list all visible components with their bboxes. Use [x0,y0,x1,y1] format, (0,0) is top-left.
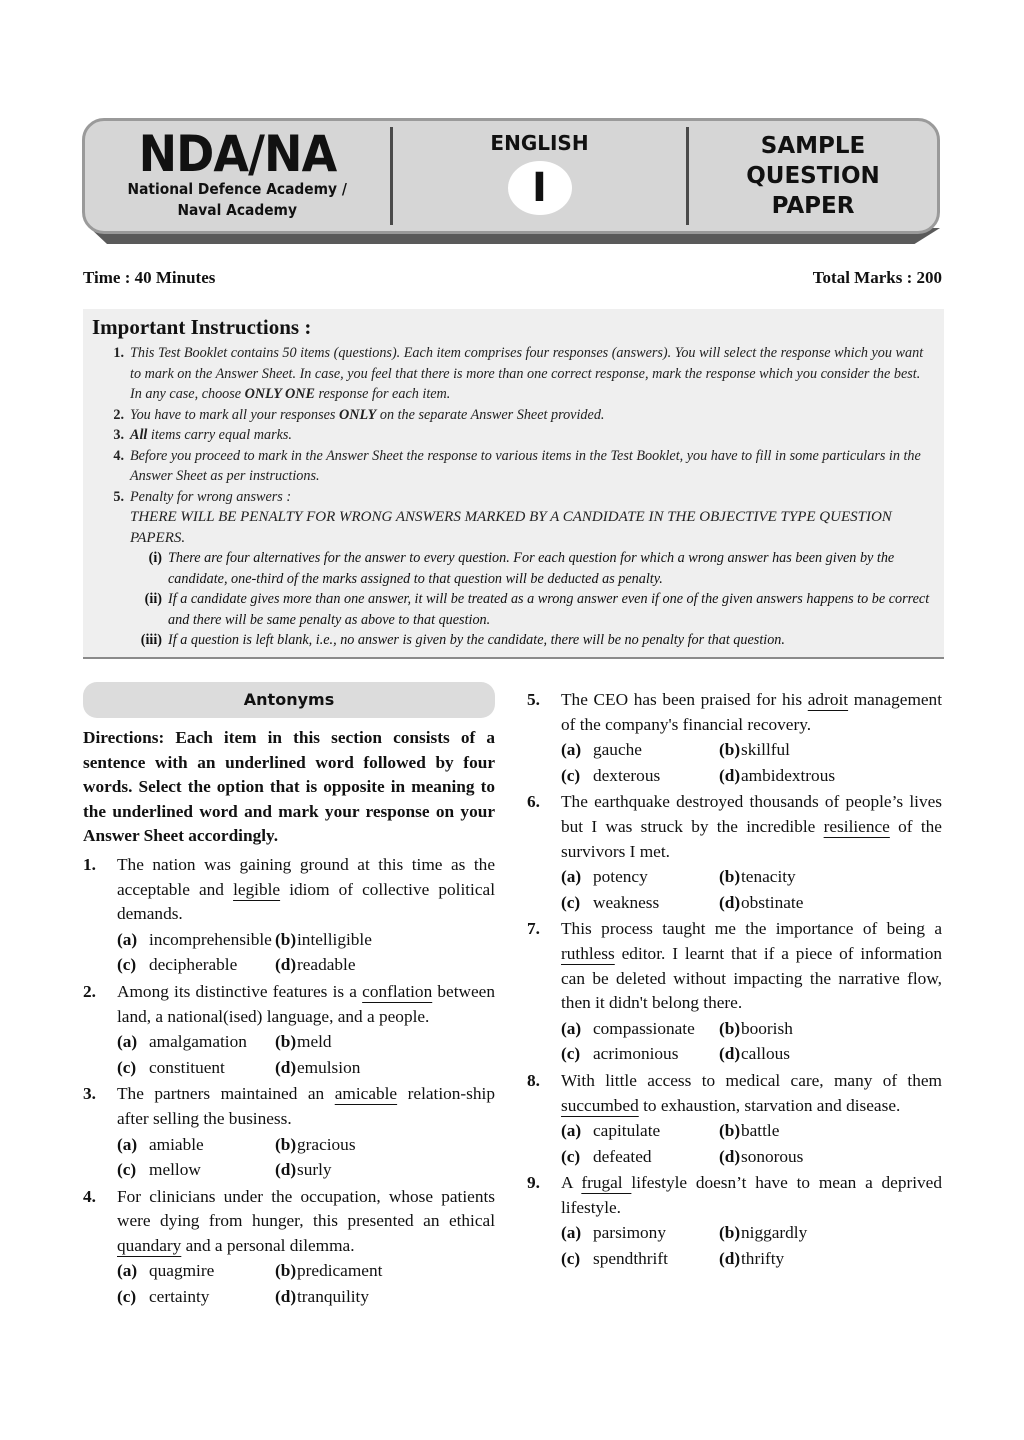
option-label: (d) [719,1044,741,1064]
option-label: (a) [117,1032,138,1052]
answer-option-d[interactable] [275,1056,495,1081]
penalty-rule-text: If a candidate gives more than one answer, it will be treated as a wrong answer even if one of the given answers happens to be correct and there will be same penalty as above to that question. [168,591,930,628]
answer-option-b[interactable] [719,738,942,763]
instructions-list [92,343,934,651]
instruction-text [130,405,934,426]
option-text: boorish [741,1018,793,1038]
instructions-box [83,309,944,659]
question-text: between land, a national(ised) language, and a people. [117,981,495,1026]
option-text: dexterous [593,765,661,785]
option-label: (a) [561,1018,582,1038]
option-label: (a) [117,929,138,949]
answer-option-c[interactable] [117,953,275,978]
question-text: idiom of collective political demands. [117,879,495,924]
option-label: (c) [561,892,581,912]
section-header [83,682,495,718]
question-body [561,917,942,1069]
question-number: 4. [83,1186,96,1206]
underlined-word: amicable [334,1084,398,1104]
option-text: tenacity [741,867,796,887]
option-label: (a) [561,740,582,760]
option-label: (a) [561,1121,582,1141]
option-text: thrifty [741,1249,785,1269]
question-text: editor. I learnt that if a piece of information can be deleted without impacting the narrative flow, then it didn't belong there. [561,943,942,1013]
answer-options [117,928,495,978]
option-text: gauche [593,740,642,760]
right-column [527,688,942,1274]
answer-option-a[interactable] [561,865,719,890]
instruction-item [92,487,934,549]
answer-option-b[interactable] [719,1017,942,1042]
option-label: (b) [275,1032,297,1052]
answer-option-d[interactable] [719,1145,942,1170]
answer-option-a[interactable] [117,928,275,953]
question-body [117,1082,495,1184]
answer-option-c[interactable] [561,891,719,916]
question-number: 7. [527,919,540,939]
paper-number-badge [508,161,572,215]
penalty-rule-text: There are four alternatives for the answer to every question. For each question for which a wrong answer has been given by the candidate, one-third of the marks assigned to that question will be deducted as penalty. [168,550,895,587]
question-stem [117,1082,495,1131]
question-text: and a personal dilemma. [181,1235,355,1255]
answer-option-d[interactable] [275,1158,495,1183]
question-number: 9. [527,1173,540,1193]
answer-option-a[interactable] [117,1259,275,1284]
answer-option-c[interactable] [561,1247,719,1272]
answer-option-c[interactable] [117,1285,275,1310]
option-text: emulsion [297,1057,361,1077]
question-text: The partners maintained an [117,1084,335,1104]
answer-option-d[interactable] [719,891,942,916]
question-number: 5. [527,690,540,709]
underlined-word: resilience [823,816,890,836]
answer-option-b[interactable] [275,1259,495,1284]
option-text: acrimonious [593,1044,679,1064]
option-text: amiable [149,1134,204,1154]
answer-option-a[interactable] [561,1119,719,1144]
answer-option-a[interactable] [561,1221,719,1246]
section-directions: Directions: Each item in this section consists of a sentence with an underlined word followed by four words. Select the option that is opposite in meaning to the underlined word and mark your response on your Answer Sheet accordingly. [83,728,495,846]
option-label: (a) [561,867,582,887]
option-text: constituent [149,1057,225,1077]
answer-option-c[interactable] [117,1158,275,1183]
question-item [527,1171,942,1273]
option-text: surly [297,1160,332,1180]
option-text: intelligible [297,929,372,949]
instruction-text-pre: You have to mark all your responses [130,406,339,423]
option-label: (b) [719,1223,741,1243]
option-text: quagmire [149,1261,215,1281]
option-text: capitulate [593,1121,661,1141]
question-body [117,980,495,1082]
option-text: amalgamation [149,1032,247,1052]
exam-subtitle [128,179,347,221]
penalty-rule-number: (iii) [140,632,162,648]
option-label: (c) [561,1044,581,1064]
underlined-word: quandary [117,1235,182,1255]
option-label: (c) [561,1146,581,1166]
total-marks: Total Marks : 200 [812,268,942,287]
question-number: 8. [527,1070,540,1090]
answer-option-b[interactable] [719,865,942,890]
option-text: callous [741,1044,790,1064]
left-column [83,682,495,1312]
paper-type-line2: QUESTION [746,163,880,189]
option-label: (c) [117,1287,137,1307]
answer-options [561,1119,942,1169]
questions-right [527,688,942,1274]
option-label: (d) [719,892,741,912]
time-allowed: Time : 40 Minutes [83,268,216,287]
instruction-item [92,425,934,446]
option-text: sonorous [741,1146,804,1166]
answer-option-c[interactable] [561,764,719,789]
question-text: For clinicians under the occupation, whose patients were dying from hunger, this presented an ethical [117,1186,495,1231]
answer-options [117,1133,495,1183]
instruction-text-post: response for each item. [314,386,451,402]
question-number: 2. [83,981,96,1001]
answer-options [117,1030,495,1080]
option-text: decipherable [149,955,238,975]
option-text: incomprehensible [149,929,272,949]
option-label: (a) [117,1261,138,1281]
question-item [527,790,942,917]
answer-option-d[interactable] [719,1247,942,1272]
question-stem [561,917,942,1015]
option-label: (c) [561,765,581,785]
option-label: (c) [561,1249,581,1269]
answer-option-d[interactable] [719,764,942,789]
option-label: (d) [275,955,297,975]
question-stem [561,1171,942,1220]
option-text: meld [297,1032,332,1052]
option-label: (d) [275,1057,297,1077]
instruction-number: 2. [113,406,124,423]
exam-title-block [85,121,390,231]
penalty-rule [92,589,934,630]
option-text: certainty [149,1287,210,1307]
instruction-text [130,487,934,549]
question-text: The CEO has been praised for his [561,690,808,709]
section-title: Antonyms [243,689,335,709]
question-item [527,1069,942,1171]
option-text: potency [593,867,648,887]
question-body [117,853,495,980]
answer-option-d[interactable] [719,1042,942,1067]
instruction-text-post: on the separate Answer Sheet provided. [376,406,605,423]
instruction-text-post: items carry equal marks. [147,427,292,443]
option-text: niggardly [741,1223,808,1243]
exam-title: NDA/NA [138,125,337,183]
question-body [561,688,942,790]
option-label: (a) [117,1134,138,1154]
option-label: (b) [719,1018,741,1038]
question-number: 3. [83,1084,96,1104]
question-item [527,688,942,790]
question-body [561,790,942,917]
question-text: of the survivors I met. [561,816,942,861]
instruction-emphasis: ONLY ONE [244,386,315,402]
answer-option-c[interactable] [561,1042,719,1067]
option-label: (d) [275,1287,297,1307]
question-number: 1. [83,854,96,874]
option-label: (b) [719,740,741,760]
option-label: (a) [561,1223,582,1243]
questions-left [83,853,495,1312]
option-label: (b) [275,1261,297,1281]
option-text: weakness [593,892,660,912]
question-text: The earthquake destroyed thousands of people’s lives but I was struck by the incredible [561,792,942,836]
instruction-text-pre: This Test Booklet contains 50 items (questions). Each item comprises four responses (answers). You will select the response which you want to mark on the Answer Sheet. In case, you feel that there is more than one correct response, mark the response which you consider the best. In any case, choose [130,345,924,402]
banner-panel [82,118,940,234]
instruction-number: 5. [113,488,124,505]
subject-block [390,127,689,225]
instructions-title: Important Instructions : [92,315,312,339]
underlined-word: adroit [807,690,849,709]
answer-option-b[interactable] [275,1133,495,1158]
subject-label: ENGLISH [490,131,589,155]
option-label: (c) [117,1057,137,1077]
instruction-number: 4. [113,447,124,464]
question-text: relation-ship after selling the business. [117,1084,495,1128]
option-text: predicament [297,1261,383,1281]
underlined-word: ruthless [561,943,615,963]
paper-type-block [689,121,937,231]
option-text: gracious [297,1134,356,1154]
option-label: (d) [719,1146,741,1166]
option-text: readable [297,955,356,975]
answer-options [561,1017,942,1067]
question-text: With little access to medical care, many of them [561,1070,942,1090]
question-text: lifestyle doesn’t have to mean a deprived lifestyle. [561,1173,942,1217]
exam-subtitle-line1: National Defence Academy / [127,180,348,198]
question-stem [561,688,942,737]
question-stem [117,853,495,927]
instruction-number: 3. [113,427,124,443]
instruction-item [92,343,934,405]
question-text: The nation was gaining ground at this time as the acceptable and [117,854,495,899]
answer-option-a[interactable] [117,1030,275,1055]
instruction-item [92,446,934,487]
option-text: parsimony [593,1223,666,1243]
option-label: (c) [117,955,137,975]
option-text: mellow [149,1160,201,1180]
instruction-text [130,343,934,405]
question-text: A [561,1173,582,1193]
option-label: (b) [275,929,297,949]
answer-option-c[interactable] [117,1056,275,1081]
option-text: compassionate [593,1018,695,1038]
question-item [83,1082,495,1184]
answer-option-a[interactable] [561,738,719,763]
option-text: battle [741,1121,780,1141]
instruction-text [130,425,934,446]
underlined-word: legible [233,879,281,899]
question-item [83,853,495,980]
underlined-word: frugal [581,1173,632,1193]
answer-option-a[interactable] [117,1133,275,1158]
answer-option-d[interactable] [275,1285,495,1310]
question-item [83,980,495,1082]
question-number: 6. [527,792,540,812]
question-item [527,917,942,1069]
option-text: tranquility [297,1287,369,1307]
header-banner [82,118,942,248]
option-text: ambidextrous [741,765,836,785]
answer-options [561,865,942,915]
instruction-number: 1. [113,345,124,361]
question-text: This process taught me the importance of being a [561,919,942,939]
question-text: management of the company's financial recovery. [561,690,943,734]
question-stem [117,1185,495,1259]
answer-option-b[interactable] [275,1030,495,1055]
option-text: spendthrift [593,1249,668,1269]
question-item [83,1185,495,1312]
question-stem [117,980,495,1029]
answer-options [561,1221,942,1271]
paper-type-line1: SAMPLE [760,133,866,159]
instruction-emphasis: All [130,427,148,443]
answer-option-d[interactable] [275,953,495,978]
question-body [561,1171,942,1273]
option-label: (d) [719,765,741,785]
answer-option-b[interactable] [275,928,495,953]
instruction-text-pre: Before you proceed to mark in the Answer Sheet the response to various items in the Test Booklet, you have to fill in some particulars in the Answer Sheet as per instructions. [130,447,921,484]
option-label: (b) [719,867,741,887]
instruction-item [92,405,934,426]
option-label: (c) [117,1160,137,1180]
underlined-word: succumbed [561,1095,639,1115]
answer-options [117,1259,495,1309]
instruction-emphasis: ONLY [339,406,377,423]
answer-option-c[interactable] [561,1145,719,1170]
question-body [561,1069,942,1171]
exam-subtitle-line2: Naval Academy [177,201,298,219]
penalty-rule [92,630,934,651]
option-label: (d) [719,1249,741,1269]
question-stem [561,1069,942,1118]
answer-options [561,738,942,788]
instruction-text [130,446,934,487]
option-text: skillful [741,740,790,760]
option-label: (b) [719,1121,741,1141]
question-text: to exhaustion, starvation and disease. [638,1095,901,1115]
option-label: (b) [275,1134,297,1154]
penalty-notice: THERE WILL BE PENALTY FOR WRONG ANSWERS MARKED BY A CANDIDATE IN THE OBJECTIVE TYPE QUESTION PAPERS. [130,509,892,546]
penalty-rule-text: If a question is left blank, i.e., no answer is given by the candidate, there will be no penalty for that question. [168,632,785,648]
paper-number: I [532,165,547,211]
question-text: Among its distinctive features is a [117,981,363,1001]
paper-type-line3: PAPER [771,193,855,219]
option-text: obstinate [741,892,804,912]
meta-row [83,268,942,288]
penalty-rule-number: (i) [148,550,162,566]
underlined-word: conflation [362,981,433,1001]
option-label: (d) [275,1160,297,1180]
answer-option-b[interactable] [719,1119,942,1144]
penalty-rule [92,548,934,589]
question-stem [561,790,942,864]
option-text: defeated [593,1146,652,1166]
instruction-text-pre: Penalty for wrong answers : [130,488,292,505]
penalty-rule-number: (ii) [144,591,162,607]
answer-option-b[interactable] [719,1221,942,1246]
question-body [117,1185,495,1312]
answer-option-a[interactable] [561,1017,719,1042]
